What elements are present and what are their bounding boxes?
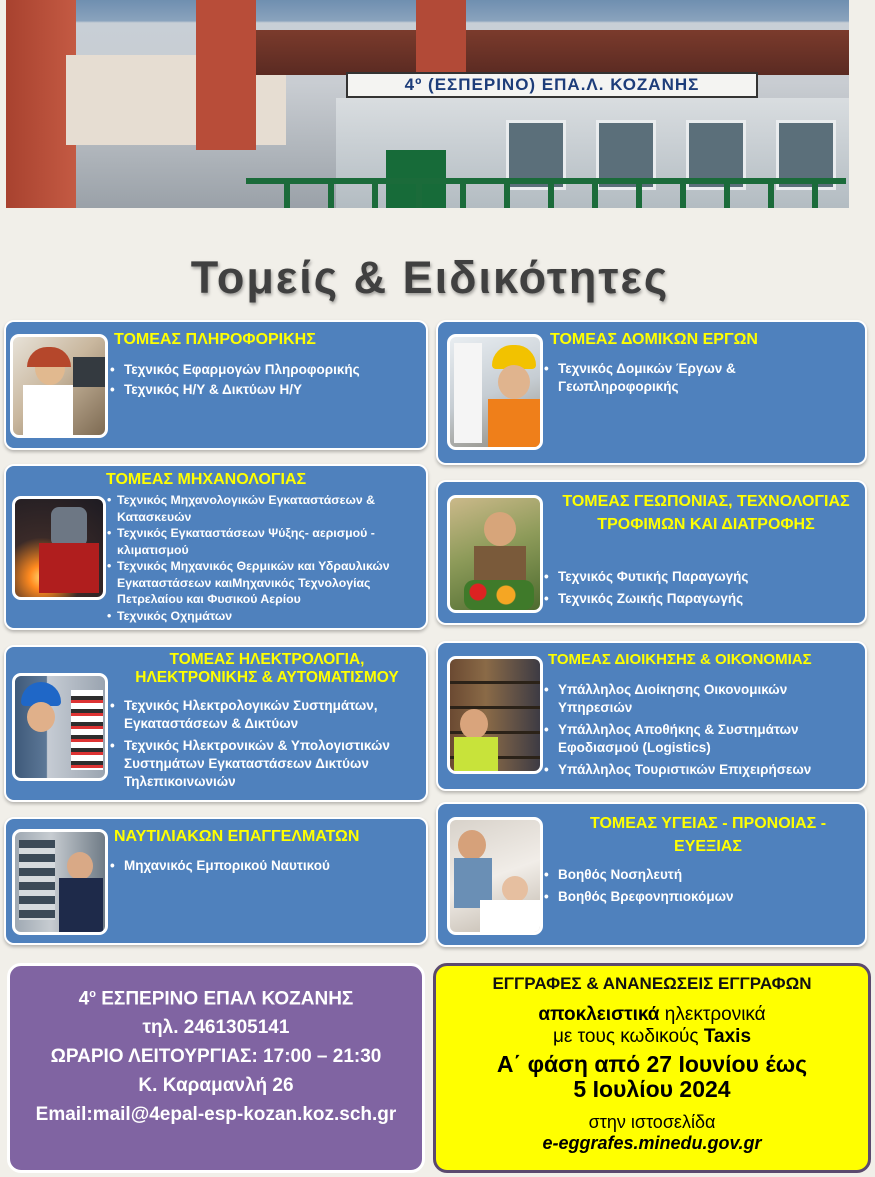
contact-info-box <box>7 963 425 1173</box>
sector-mechanical <box>4 464 428 630</box>
list-item: • Βοηθός Νοσηλευτή <box>544 864 844 886</box>
sector-administration <box>436 641 867 791</box>
list-item: • Τεχνικός Ηλεκτρονικών & Υπολογιστικών Συστημάτων Εγκαταστάσεων Δικτύων Τηλεπικοινωνιών <box>110 737 422 791</box>
sector-agriculture <box>436 480 867 625</box>
specialties-list <box>544 566 854 610</box>
list-item: • Υπάλληλος Τουριστικών Επιχειρήσεων <box>544 761 859 779</box>
phone-number: τηλ. 2461305141 <box>142 1017 290 1039</box>
registration-mode: αποκλειστικά ηλεκτρονικά <box>538 1004 766 1025</box>
marine-engineer-image <box>12 829 108 935</box>
list-item: • Μηχανικός Εμπορικού Ναυτικού <box>110 857 410 875</box>
list-item: • Τεχνικός Εγκαταστάσεων Ψύξης- αερισμού - κλιματισμού <box>107 525 421 558</box>
school-name: $4^o$ ΕΣΠΕΡΙΝΟ ΕΠΑΛ ΚΟΖΑΝΗΣ <box>78 988 354 1010</box>
sector-electrical <box>4 645 428 802</box>
office-worker-image <box>10 334 108 438</box>
address: Κ. Καραμανλή 26 <box>138 1075 294 1097</box>
farmer-vegetables-image <box>447 495 543 613</box>
list-item: • Τεχνικός Οχημάτων <box>107 608 421 625</box>
list-item: • Τεχνικός Ζωικής Παραγωγής <box>544 588 854 610</box>
list-item: • Υπάλληλος Διοίκησης Οικονομικών Υπηρεσιών <box>544 681 859 717</box>
list-item: • Υπάλληλος Αποθήκης & Συστημάτων Εφοδιασμού (Logistics) <box>544 721 859 757</box>
sector-heading: ΤΟΜΕΑΣ ΜΗΧΑΝΟΛΟΓΙΑΣ <box>106 471 307 488</box>
list-item: • Τεχνικός Η/Υ & Δικτύων Η/Υ <box>110 380 420 400</box>
warehouse-worker-image <box>447 656 543 774</box>
sector-heading: ΤΟΜΕΑΣ ΥΓΕΙΑΣ - ΠΡΟΝΟΙΑΣ - ΕΥΕΞΙΑΣ <box>589 815 827 855</box>
sector-heading: ΤΟΜΕΑΣ ΗΛΕΚΤΡΟΛΟΓΙΑ, ΗΛΕΚΤΡΟΝΙΚΗΣ & ΑΥΤΟΜΑΤΙΣΜΟΥ <box>135 651 399 686</box>
sector-health <box>436 802 867 947</box>
specialties-list <box>544 681 859 779</box>
sector-heading: ΤΟΜΕΑΣ ΔΙΟΙΚΗΣΗΣ & ΟΙΚΟΝΟΜΙΑΣ <box>548 651 812 668</box>
page-title: Τομείς & Ειδικότητες <box>190 252 670 303</box>
specialties-list <box>110 857 410 875</box>
list-item: • Τεχνικός Φυτικής Παραγωγής <box>544 566 854 588</box>
list-item: • Τεχνικός Εφαρμογών Πληροφορικής <box>110 360 420 380</box>
nurse-patient-image <box>447 817 543 935</box>
construction-worker-image <box>447 334 543 450</box>
email: Email:mail@4epal-esp-kozan.koz.sch.gr <box>35 1104 397 1126</box>
school-sign: 4º (ΕΣΠΕΡΙΝΟ) ΕΠΑ.Λ. ΚΟΖΑΝΗΣ <box>346 72 758 98</box>
electrician-image <box>12 673 108 781</box>
sector-informatics <box>4 320 428 450</box>
specialties-list <box>544 360 854 396</box>
opening-hours: ΩΡΑΡΙΟ ΛΕΙΤΟΥΡΓΙΑΣ: 17:00 – 21:30 <box>50 1046 382 1068</box>
specialties-list <box>110 697 422 791</box>
welder-image <box>12 496 106 600</box>
school-building-photo <box>6 0 849 208</box>
list-item: • Τεχνικός Δομικών Έργων & Γεωπληροφορικής <box>544 360 854 396</box>
registration-phase-dates: Α΄ φάση από 27 Ιουνίου έως 5 Ιουλίου 2024 <box>496 1051 808 1102</box>
sector-heading: ΤΟΜΕΑΣ ΔΟΜΙΚΩΝ ΕΡΓΩΝ <box>550 331 758 348</box>
registration-credentials: με τους κωδικούς Taxis <box>552 1026 752 1047</box>
list-item: • Τεχνικός Μηχανικός Θερμικών και Υδραυλικών Εγκαταστάσεων καιΜηχανικός Τεχνολογίας Πετρελαίου και Φυσικού Αερίου <box>107 558 421 608</box>
list-item: • Βοηθός Βρεφονηπιοκόμων <box>544 886 844 908</box>
sector-maritime <box>4 817 428 945</box>
list-item: • Τεχνικός Ηλεκτρολογικών Συστημάτων, Εγκαταστάσεων & Δικτύων <box>110 697 422 733</box>
registration-heading: ΕΓΓΡΑΦΕΣ & ΑΝΑΝΕΩΣΕΙΣ ΕΓΓΡΑΦΩΝ <box>492 974 812 993</box>
registration-info-box <box>433 963 871 1173</box>
specialties-list <box>107 492 421 624</box>
specialties-list <box>110 360 420 400</box>
website-link[interactable]: e-eggrafes.minedu.gov.gr <box>542 1133 762 1153</box>
sector-construction <box>436 320 867 465</box>
specialties-list <box>544 864 844 908</box>
sector-heading: ΤΟΜΕΑΣ ΓΕΩΠΟΝΙΑΣ, ΤΕΧΝΟΛΟΓΙΑΣ ΤΡΟΦΙΜΩΝ ΚΑΙ ΔΙΑΤΡΟΦΗΣ <box>562 493 850 533</box>
sector-heading: ΤΟΜΕΑΣ ΠΛΗΡΟΦΟΡΙΚΗΣ <box>114 331 316 348</box>
sector-heading: ΝΑΥΤΙΛΙΑΚΩΝ ΕΠΑΓΓΕΛΜΑΤΩΝ <box>114 828 360 845</box>
list-item: • Τεχνικός Μηχανολογικών Εγκαταστάσεων & Κατασκευών <box>107 492 421 525</box>
website-label: στην ιστοσελίδα <box>588 1112 716 1132</box>
